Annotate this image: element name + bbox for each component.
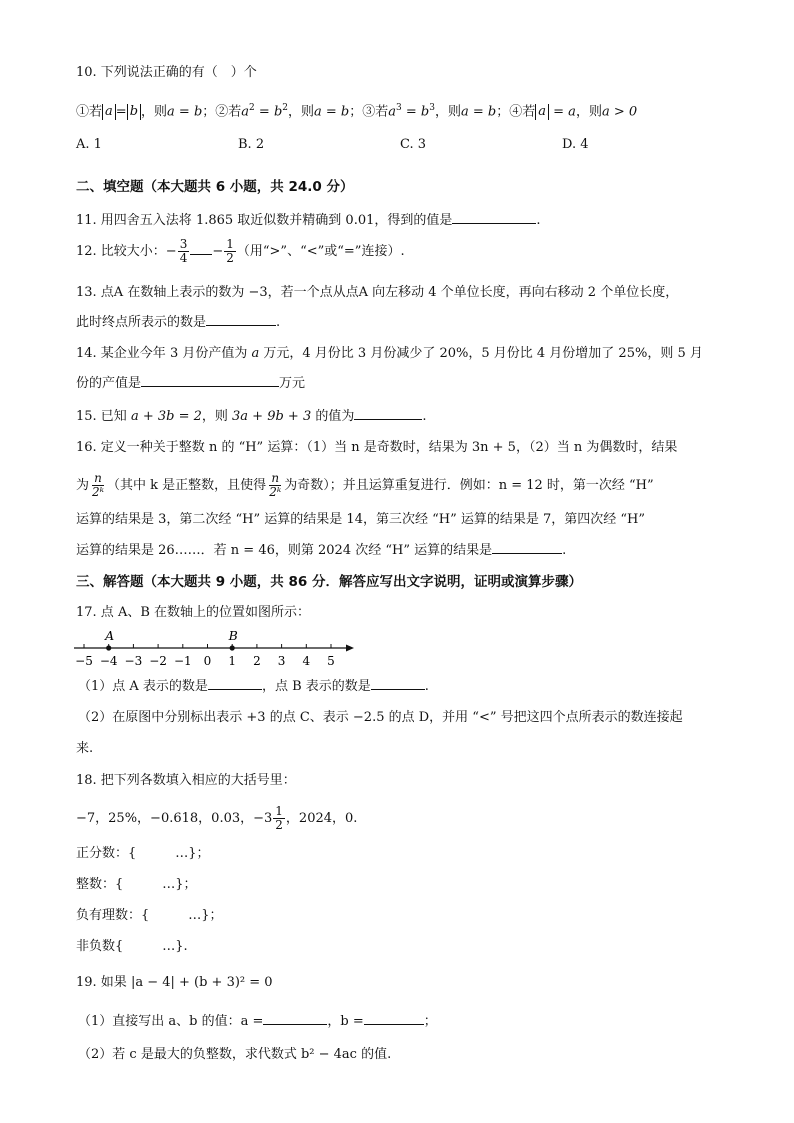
number-line-tick-label: −5 bbox=[75, 654, 93, 668]
fraction: $\frac{3}{4}$ bbox=[179, 237, 188, 265]
point-b-dot bbox=[230, 645, 235, 650]
answer-blank bbox=[190, 242, 212, 255]
question-16-line-4: 运算的结果是 26……．若 n = 46，则第 2024 次经 “H” 运算的结果是 . bbox=[76, 543, 567, 558]
number-line-tick-label: −4 bbox=[99, 654, 118, 668]
question-17-part-2-line-1: （2）在原图中分别标出表示 +3 的点 C、表示 −2.5 的点 D，并用 “<” 号把这四个点所表示的数连接起 bbox=[78, 710, 683, 725]
answer-blank bbox=[206, 313, 276, 326]
point-b-label: B bbox=[228, 628, 238, 643]
question-19-part-2: （2）若 c 是最大的负整数，求代数式 b² − 4ac 的值. bbox=[78, 1047, 392, 1062]
answer-blank bbox=[354, 407, 422, 420]
answer-blank bbox=[492, 541, 562, 554]
point-a-dot bbox=[106, 645, 111, 650]
question-16-line-2: 为 $\frac{n}{\text{2ᵏ}}$ （其中 k 是正整数，且使得 $\frac{n}{\text{2ᵏ}}$ 为奇数）；并且运算重复进行．例如：n = 12 时，第一次经 “H” bbox=[76, 471, 654, 499]
question-16-line-3: 运算的结果是 3，第二次经 “H” 运算的结果是 14，第三次经 “H” 运算的结果是 7，第四次经 “H” bbox=[76, 512, 646, 527]
fraction: $\frac{1}{2}$ bbox=[226, 237, 234, 265]
answer-blank bbox=[452, 211, 536, 224]
answer-blank bbox=[141, 374, 279, 387]
set-non-negative: 非负数{ …}. bbox=[76, 939, 188, 954]
number-line-tick-label: 5 bbox=[327, 654, 335, 668]
fraction: $\frac{n}{\text{2ᵏ}}$ bbox=[92, 471, 105, 499]
question-19-stem: 19. 如果 |a − 4| + (b + 3)² = 0 bbox=[76, 975, 273, 990]
number-line-tick-label: 0 bbox=[203, 654, 212, 668]
question-19-part-1: （1）直接写出 a、b 的值：a = ，b = ； bbox=[78, 1014, 437, 1029]
number-line-tick-label: 3 bbox=[277, 654, 286, 668]
set-positive-fractions: 正分数：{ …}； bbox=[76, 846, 210, 861]
number-line-tick-label: 4 bbox=[302, 654, 311, 668]
set-integers: 整数：{ …}； bbox=[76, 877, 197, 892]
question-13-line-1: 13. 点A 在数轴上表示的数为 −3，若一个点从点A 向左移动 4 个单位长度，再向右移动 2 个单位长度， bbox=[76, 285, 679, 300]
question-14-line-1: 14. 某企业今年 3 月份产值为 a 万元，4 月份比 3 月份减少了 20%，5 月份比 4 月份增加了 25%，则 5 月 bbox=[76, 346, 703, 361]
number-line-tick-label: 1 bbox=[228, 654, 237, 668]
question-11: 11. 用四舍五入法将 1.865 取近似数并精确到 0.01，得到的值是 . bbox=[76, 213, 541, 228]
question-10-stem: 10. 下列说法正确的有（ ）个 bbox=[76, 65, 257, 80]
number-line-arrow bbox=[346, 645, 354, 652]
number-line bbox=[74, 628, 364, 670]
number-line-tick-label: −1 bbox=[173, 654, 192, 668]
question-16-line-1: 16. 定义一种关于整数 n 的 “H” 运算：（1）当 n 是奇数时，结果为 3n + 5，（2）当 n 为偶数时，结果 bbox=[76, 440, 678, 455]
set-negative-rationals: 负有理数：{ …}； bbox=[76, 908, 223, 923]
option-b: B. 2 bbox=[238, 137, 265, 152]
question-18-stem: 18. 把下列各数填入相应的大括号里： bbox=[76, 773, 296, 788]
fraction: $\frac{1}{2}$ bbox=[275, 804, 283, 832]
answer-blank bbox=[208, 677, 262, 690]
question-12: 12. 比较大小：− $\frac{3}{4}$ − $\frac{1}{2}$ （用“>”、“<”或“=”连接）. bbox=[76, 237, 405, 265]
answer-blank bbox=[263, 1012, 327, 1025]
question-13-line-2: 此时终点所表示的数是 . bbox=[76, 315, 281, 330]
number-line-tick-label: −3 bbox=[124, 654, 143, 668]
option-a: A. 1 bbox=[76, 137, 102, 152]
question-17-part-2-line-2: 来. bbox=[76, 741, 94, 756]
question-15: 15. 已知 a + 3b = 2，则 3a + 9b + 3 的值为 . bbox=[76, 409, 427, 424]
fraction: $\frac{n}{\text{2ᵏ}}$ bbox=[269, 471, 282, 499]
answer-blank bbox=[371, 677, 425, 690]
question-17-stem: 17. 点 A、B 在数轴上的位置如图所示： bbox=[76, 605, 311, 620]
question-17-part-1: （1）点 A 表示的数是 ，点 B 表示的数是 . bbox=[78, 679, 429, 694]
answer-blank bbox=[364, 1012, 424, 1025]
question-14-line-2: 份的产值是 万元 bbox=[76, 376, 306, 391]
option-c: C. 3 bbox=[400, 137, 427, 152]
number-line-tick-label: −2 bbox=[149, 654, 167, 668]
option-d: D. 4 bbox=[562, 137, 589, 152]
section-heading-fill-in: 二、填空题（本大题共 6 小题，共 24.0 分） bbox=[76, 179, 354, 195]
number-line-tick-label: 2 bbox=[253, 654, 261, 668]
point-a-label: A bbox=[105, 628, 115, 643]
question-10-statements: ①若 a = b ，则a = b；②若$a^2 = b^2$，则a = b；③若$a^3 = b^3$，则a = b；④若 a = a，则a > 0 bbox=[76, 103, 638, 120]
question-18-numbers: −7，25%，−0.618，0.03，−3 $\frac{1}{2}$ ，2024，0. bbox=[76, 804, 358, 832]
section-heading-solutions: 三、解答题（本大题共 9 小题，共 86 分．解答应写出文字说明，证明或演算步骤） bbox=[76, 574, 582, 590]
